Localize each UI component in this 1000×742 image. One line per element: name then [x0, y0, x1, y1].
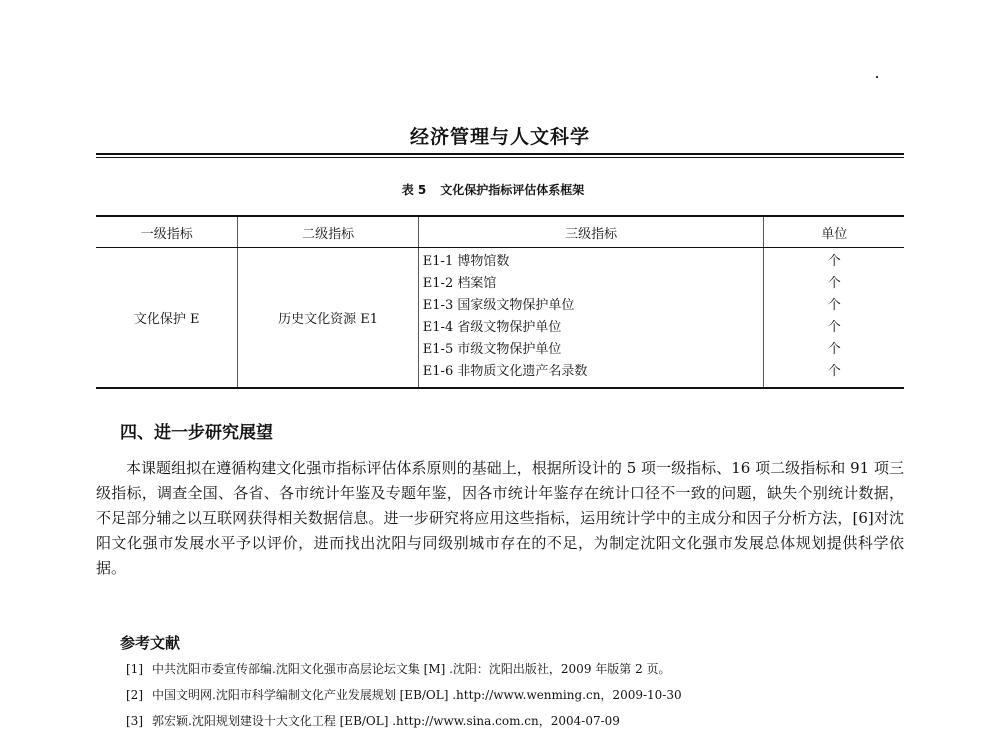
column-header-level3: 三级指标 — [418, 216, 764, 248]
unit-item: 个 — [827, 254, 841, 269]
level2-cell: 历史文化资源 E1 — [238, 248, 418, 389]
reference-list — [126, 656, 906, 734]
header-rule-thin — [96, 157, 904, 158]
table-number: 表 5 — [401, 183, 427, 197]
unit-item: 个 — [827, 320, 841, 335]
unit-item: 个 — [827, 276, 841, 291]
level3-item: E1-4 省级文物保护单位 — [422, 320, 562, 335]
unit-cell — [764, 248, 904, 389]
unit-item: 个 — [827, 364, 841, 379]
level3-item: E1-3 国家级文物保护单位 — [422, 298, 575, 313]
unit-item: 个 — [827, 342, 841, 357]
references-heading: 参考文献 — [120, 634, 181, 652]
reference-number: [1] — [126, 662, 143, 676]
header-rule-thick — [96, 153, 904, 155]
reference-text: 中共沈阳市委宣传部编.沈阳文化强市高层论坛文集 [M] .沈阳：沈阳出版社，2009 年版第 2 页。 — [152, 662, 671, 676]
level3-item: E1-2 档案馆 — [422, 276, 497, 291]
body-paragraph: 本课题组拟在遵循构建文化强市指标评估体系原则的基础上，根据所设计的 5 项一级指标、16 项二级指标和 91 项三级指标，调查全国、各省、各市统计年鉴及专题年鉴，因各市统计年鉴存在统计口径不一致的问题，缺失个别统计数据，不足部分辅之以互联网获得相关数据信息。进一步研究将应用这些指标，运用统计学中的主成分和因子分析方法，[6]对沈阳文化强市发展水平予以评价，进而找出沈阳与同级别城市存在的不足，为制定沈阳文化强市发展总体规划提供科学依据。 — [96, 459, 904, 577]
table-row — [96, 248, 904, 389]
section-heading: 四、进一步研究展望 — [120, 423, 273, 443]
indicator-table — [96, 215, 904, 389]
level3-item: E1-5 市级文物保护单位 — [422, 342, 562, 357]
unit-item: 个 — [827, 298, 841, 313]
reference-item — [126, 708, 906, 734]
reference-number: [2] — [126, 688, 143, 702]
table-header-row — [96, 216, 904, 248]
reference-text: 中国文明网.沈阳市科学编制文化产业发展规划 [EB/OL] .http://www.wenming.cn，2009-10-30 — [152, 688, 682, 702]
level3-cell — [418, 248, 764, 389]
scan-dot — [876, 76, 878, 78]
journal-title: 经济管理与人文科学 — [409, 126, 590, 148]
column-header-level2: 二级指标 — [238, 216, 418, 248]
level3-item: E1-1 博物馆数 — [422, 254, 510, 269]
reference-item — [126, 682, 906, 708]
column-header-unit: 单位 — [764, 216, 904, 248]
reference-item — [126, 656, 906, 682]
level3-item: E1-6 非物质文化遗产名录数 — [422, 364, 588, 379]
column-header-level1: 一级指标 — [96, 216, 238, 248]
table-caption — [0, 181, 1000, 198]
reference-text: 郭宏颖.沈阳规划建设十大文化工程 [EB/OL] .http://www.sina.com.cn，2004-07-09 — [152, 714, 620, 728]
reference-number: [3] — [126, 714, 143, 728]
table-title: 文化保护指标评估体系框架 — [440, 183, 585, 197]
level1-cell: 文化保护 E — [96, 248, 238, 389]
